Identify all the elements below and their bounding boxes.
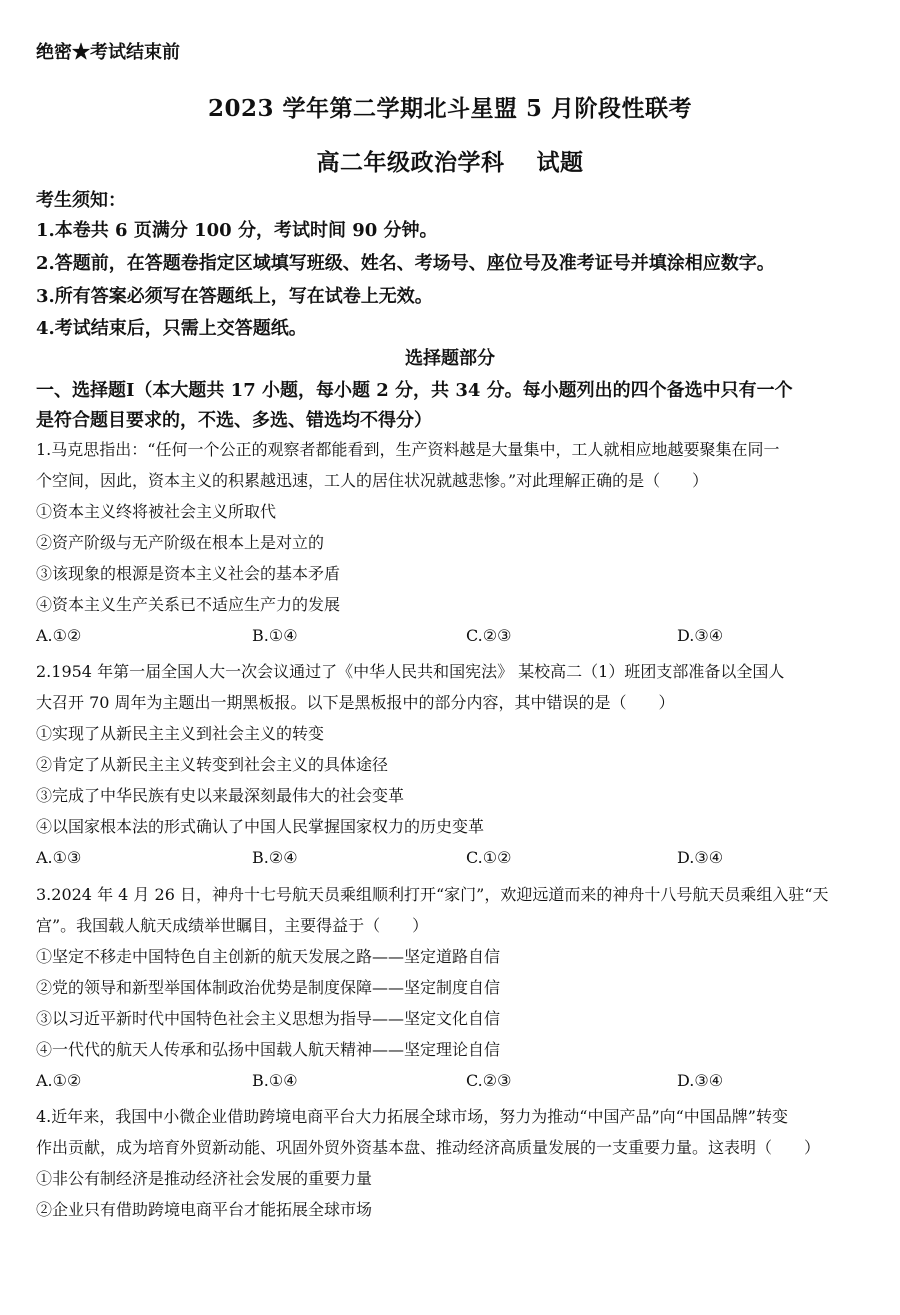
question-4 xyxy=(36,1101,864,1225)
option-d: D.③④ xyxy=(677,1071,724,1090)
question-stem-line: 大召开 70 周年为主题出一期黑板报。以下是黑板报中的部分内容，其中错误的是（ ） xyxy=(36,693,675,712)
question-statement: ②企业只有借助跨境电商平台才能拓展全球市场 xyxy=(36,1200,373,1219)
question-statement: ③完成了中华民族有史以来最深刻最伟大的社会变革 xyxy=(36,786,405,805)
notice-item: 1.本卷共 6 页满分 100 分，考试时间 90 分钟。 xyxy=(36,220,438,241)
exam-subtitle: 高二年级政治学科 试题 xyxy=(316,149,584,176)
question-statement: ④资本主义生产关系已不适应生产力的发展 xyxy=(36,595,341,614)
question-3 xyxy=(36,879,864,1065)
question-statement: ②党的领导和新型举国体制政治优势是制度保障——坚定制度自信 xyxy=(36,978,501,997)
question-statement: ②资产阶级与无产阶级在根本上是对立的 xyxy=(36,533,325,552)
notice-item: 4.考试结束后，只需上交答题纸。 xyxy=(36,318,307,339)
question-2 xyxy=(36,656,864,842)
option-c: C.②③ xyxy=(466,626,512,645)
question-1 xyxy=(36,434,864,620)
section-instruction: 是符合题目要求的，不选、多选、错选均不得分） xyxy=(36,410,432,431)
option-a: A.①② xyxy=(36,1071,82,1090)
question-statement: ①非公有制经济是推动经济社会发展的重要力量 xyxy=(36,1169,373,1188)
option-c: C.①② xyxy=(466,848,512,867)
question-statement: ③该现象的根源是资本主义社会的基本矛盾 xyxy=(36,564,341,583)
option-b: B.①④ xyxy=(252,626,298,645)
question-stem-line: 宫”。我国载人航天成绩举世瞩目，主要得益于（ ） xyxy=(36,916,429,935)
question-statement: ③以习近平新时代中国特色社会主义思想为指导——坚定文化自信 xyxy=(36,1009,501,1028)
question-statement: ④以国家根本法的形式确认了中国人民掌握国家权力的历史变革 xyxy=(36,817,485,836)
option-a: A.①③ xyxy=(36,848,82,867)
question-statement: ①实现了从新民主主义到社会主义的转变 xyxy=(36,724,325,743)
option-a: A.①② xyxy=(36,626,82,645)
question-statement: ①坚定不移走中国特色自主创新的航天发展之路——坚定道路自信 xyxy=(36,947,501,966)
question-statement: ④一代代的航天人传承和弘扬中国载人航天精神——坚定理论自信 xyxy=(36,1040,501,1059)
question-stem-line: 个空间，因此，资本主义的积累越迅速，工人的居住状况就越悲惨。”对此理解正确的是（ ） xyxy=(36,471,709,490)
secret-mark: 绝密★考试结束前 xyxy=(36,42,180,63)
question-stem-line: 3.2024 年 4 月 26 日，神舟十七号航天员乘组顺利打开“家门”，欢迎远道而来的神舟十八号航天员乘组入驻“天 xyxy=(36,885,829,904)
question-statement: ②肯定了从新民主主义转变到社会主义的具体途径 xyxy=(36,755,389,774)
exam-title: 2023 学年第二学期北斗星盟 5 月阶段性联考 xyxy=(207,95,693,122)
option-c: C.②③ xyxy=(466,1071,512,1090)
option-b: B.①④ xyxy=(252,1071,298,1090)
question-stem-line: 作出贡献，成为培育外贸新动能、巩固外贸外资基本盘、推动经济高质量发展的一支重要力量。这表明（ ） xyxy=(36,1138,821,1157)
question-stem-line: 2.1954 年第一届全国人大一次会议通过了《中华人民共和国宪法》 某校高二（1）班团支部准备以全国人 xyxy=(36,662,785,681)
option-d: D.③④ xyxy=(677,626,724,645)
notice-heading: 考生须知： xyxy=(36,190,126,211)
section-title: 选择题部分 xyxy=(405,348,495,369)
option-b: B.②④ xyxy=(252,848,298,867)
question-stem-line: 1.马克思指出：“任何一个公正的观察者都能看到，生产资料越是大量集中，工人就相应地越要聚集在同一 xyxy=(36,440,780,459)
option-d: D.③④ xyxy=(677,848,724,867)
notice-item: 3.所有答案必须写在答题纸上，写在试卷上无效。 xyxy=(36,286,433,307)
section-instruction: 一、选择题Ⅰ（本大题共 17 小题，每小题 2 分，共 34 分。每小题列出的四个备选中只有一个 xyxy=(36,380,793,401)
notice-item: 2.答题前，在答题卷指定区域填写班级、姓名、考场号、座位号及准考证号并填涂相应数字。 xyxy=(36,253,775,274)
question-statement: ①资本主义终将被社会主义所取代 xyxy=(36,502,277,521)
question-stem-line: 4.近年来，我国中小微企业借助跨境电商平台大力拓展全球市场，努力为推动“中国产品”向“中国品牌”转变 xyxy=(36,1107,788,1126)
